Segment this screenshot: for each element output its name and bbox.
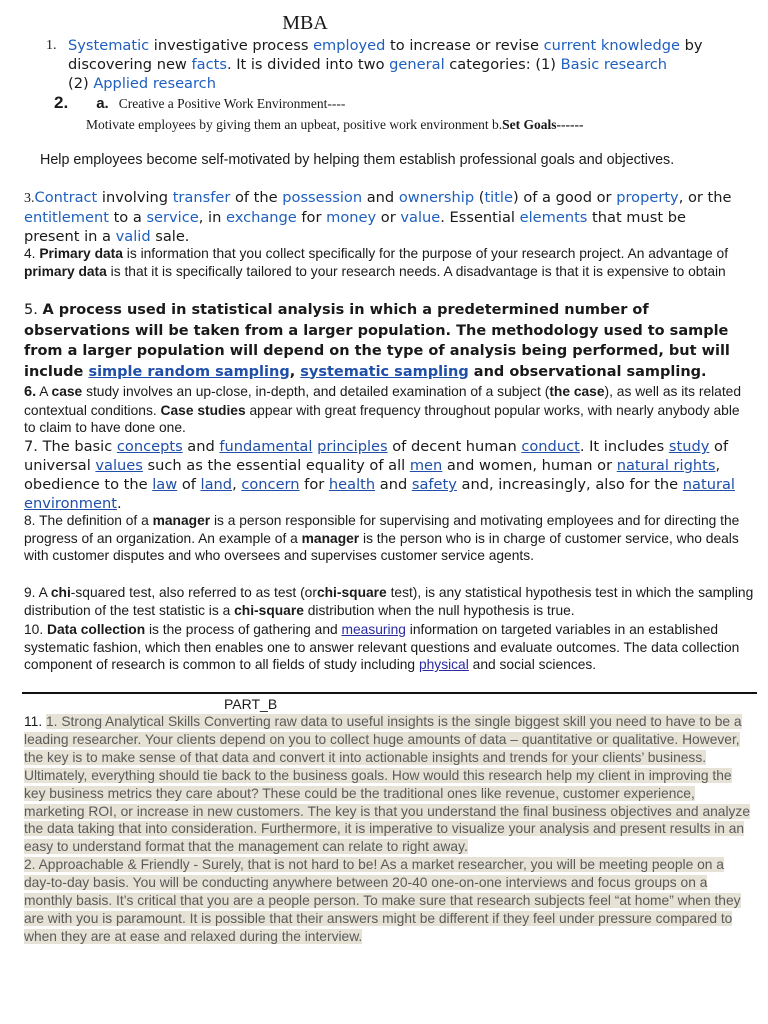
term-link[interactable]: valid bbox=[115, 228, 151, 245]
term-link[interactable]: men bbox=[409, 457, 443, 474]
answer-number: 2. bbox=[54, 93, 69, 112]
answer-text: , bbox=[289, 363, 301, 380]
answer-text: test), is any statistical hypothesis test in which the sampling distribution of the test statistic is a bbox=[24, 585, 754, 618]
key-term: chi-square bbox=[234, 602, 304, 618]
term-link[interactable]: law bbox=[152, 476, 178, 493]
answer-3 bbox=[24, 188, 744, 246]
answer-text: ( bbox=[474, 189, 485, 206]
answer-text: involving bbox=[97, 189, 173, 206]
term-link[interactable]: physical bbox=[418, 657, 469, 672]
term-link[interactable]: entitlement bbox=[24, 209, 109, 226]
answer-text: and bbox=[362, 189, 399, 206]
answer-text: categories: (1) bbox=[444, 56, 561, 73]
term-link[interactable]: elements bbox=[519, 209, 588, 226]
answer-4 bbox=[24, 245, 754, 280]
answer-text: A process used in statistical analysis in which a predetermined number of observations will be taken from a larger population. The methodology used to sample from a larger population will depend on the type of analysis being performed, but will include bbox=[24, 302, 730, 380]
term-link[interactable]: facts bbox=[191, 56, 227, 73]
answer-text: and bbox=[375, 476, 412, 493]
answer-number: 6. bbox=[24, 384, 37, 400]
answer-number: 4. bbox=[24, 246, 40, 261]
answer-text: (2) bbox=[68, 75, 94, 92]
key-term: Case studies bbox=[160, 402, 246, 418]
highlighted-paragraph: 2. Approachable & Friendly - Surely, that is not hard to be! As a market researcher, you will be meeting people on a day-to-day basis. You will be conducting anywhere between 20-40 one-on-one interviews and focus groups on a monthly basis. It’s critical that you are a people person. To make sure that research subjects feel “at home” when they are with you is paramount. It is possible that their answers might be different if they feel under pressure compared to when they are at ease and relaxed during the interview. bbox=[24, 857, 741, 944]
part-b-heading: PART_B bbox=[224, 696, 278, 712]
term-link[interactable]: systematic sampling bbox=[300, 363, 469, 380]
answer-number: 1. bbox=[46, 38, 57, 53]
term-link[interactable]: Applied research bbox=[93, 75, 216, 92]
term-link[interactable]: transfer bbox=[172, 189, 231, 206]
sub-title: Creative a Positive Work Environment---- bbox=[118, 96, 346, 111]
answer-11 bbox=[24, 713, 754, 946]
answer-6 bbox=[24, 383, 754, 437]
answer-text: . Essential bbox=[440, 209, 520, 226]
term-link[interactable]: current knowledge bbox=[543, 37, 681, 54]
answer-text: by discovering new bbox=[68, 37, 703, 73]
answer-text: is information that you collect specifically for the purpose of your research project. An advantage of bbox=[122, 246, 729, 261]
term-link[interactable]: money bbox=[326, 209, 377, 226]
answer-text: of the bbox=[230, 189, 283, 206]
answer-text: . It includes bbox=[579, 438, 669, 455]
term-link[interactable]: service bbox=[146, 209, 199, 226]
answer-text: Motivate employees by giving them an upbeat, positive work environment b. bbox=[86, 117, 503, 132]
section-divider bbox=[22, 692, 757, 694]
term-link[interactable]: measuring bbox=[341, 622, 406, 637]
term-link[interactable]: Systematic bbox=[68, 37, 150, 54]
answer-number: 10. bbox=[24, 622, 48, 637]
term-link[interactable]: concepts bbox=[116, 438, 183, 455]
answer-2-goals-text: Help employees become self-motivated by helping them establish professional goals and objectives. bbox=[40, 152, 675, 168]
answer-number: 5. bbox=[24, 302, 43, 318]
term-link[interactable]: title bbox=[484, 189, 513, 206]
answer-text: and bbox=[182, 438, 220, 455]
answer-number: 11. bbox=[24, 714, 46, 729]
answer-text: information on targeted variables in an established systematic fashion, which then enables one to answer relevant questions and evaluate outcomes. The data collection component of research is common to all fields of study including bbox=[24, 622, 740, 672]
answer-text: or bbox=[376, 209, 401, 226]
term-link[interactable]: land bbox=[200, 476, 233, 493]
answer-text: to increase or revise bbox=[385, 37, 544, 54]
key-term: manager bbox=[152, 513, 211, 528]
answer-text: . It is divided into two bbox=[226, 56, 390, 73]
term-link[interactable]: value bbox=[400, 209, 441, 226]
answer-text: for bbox=[296, 209, 327, 226]
answer-text: of bbox=[177, 476, 201, 493]
highlighted-paragraph: 1. Strong Analytical Skills Converting raw data to useful insights is the single biggest skill you need to have to be a leading researcher. Your clients depend on you to collect huge amounts of data – quantitative or qualitative. However, the key is to make sense of that data and convert it into actionable insights and trends for your clients’ business. Ultimately, everything should tie back to the business goals. How would this research help my client in improving the key business metrics they care about? These could be the traditional ones like revenue, customer experience, marketing ROI, or increase in new customers. The key is that you understand the final business objectives and analyze the data taking that into consideration. Furthermore, it is imperative to visualize your analysis and present results in an easy to understand format that the management can relate to right away. bbox=[24, 714, 750, 855]
term-link[interactable]: ownership bbox=[398, 189, 475, 206]
answer-text: appear with great frequency throughout popular works, with nearly anybody able to claim to have done one. bbox=[24, 402, 740, 435]
answer-text: 8. The definition of a bbox=[24, 513, 153, 528]
term-link[interactable]: Contract bbox=[34, 189, 98, 206]
answer-text: ), as well as its related contextual conditions. bbox=[24, 384, 742, 418]
key-term: primary data bbox=[24, 263, 107, 279]
answer-number: 3. bbox=[24, 191, 35, 206]
term-link[interactable]: health bbox=[328, 476, 376, 493]
document-title: MBA bbox=[282, 12, 328, 34]
sub-label: a. bbox=[96, 95, 109, 112]
key-term: manager bbox=[301, 530, 360, 546]
answer-7 bbox=[24, 437, 759, 513]
answer-text: . bbox=[116, 495, 122, 512]
answer-text: of decent human bbox=[387, 438, 522, 455]
answer-text: , or the bbox=[678, 189, 732, 206]
sub-title: Set Goals------ bbox=[502, 117, 584, 132]
answer-text: to a bbox=[108, 209, 147, 226]
answer-text: and, increasingly, also for the bbox=[456, 476, 683, 493]
key-term: case bbox=[51, 384, 83, 399]
answer-text: 7. The basic bbox=[24, 438, 117, 455]
answer-8 bbox=[24, 512, 754, 565]
answer-text: , bbox=[232, 476, 242, 493]
answer-text: that must be present in a bbox=[24, 209, 686, 245]
answer-text: such as the essential equality of all bbox=[142, 457, 410, 474]
term-link[interactable]: safety bbox=[411, 476, 457, 493]
key-term: Primary data bbox=[39, 246, 123, 261]
key-term: chi-square bbox=[316, 585, 387, 600]
answer-text: distribution when the null hypothesis is true. bbox=[303, 602, 575, 618]
answer-text: and women, human or bbox=[442, 457, 617, 474]
answer-2-heading bbox=[54, 93, 345, 113]
term-link[interactable]: employed bbox=[313, 37, 386, 54]
answer-text: is a person responsible for supervising and motivating employees and for directing the progress of an organization. An example of a bbox=[24, 513, 740, 546]
term-link[interactable]: fundamental bbox=[219, 438, 313, 455]
answer-text: investigative process bbox=[149, 37, 314, 54]
term-link[interactable]: principles bbox=[317, 438, 388, 455]
term-link[interactable]: possession bbox=[282, 189, 363, 206]
answer-10 bbox=[24, 621, 754, 674]
answer-1 bbox=[46, 36, 746, 93]
term-link[interactable]: simple random sampling bbox=[88, 363, 290, 380]
term-link[interactable]: property bbox=[616, 189, 679, 206]
term-link[interactable]: concern bbox=[241, 476, 300, 493]
answer-text: , obedience to the bbox=[24, 457, 721, 493]
answer-text: is the process of gathering and bbox=[145, 622, 342, 637]
answer-text: 9. A bbox=[24, 585, 51, 600]
answer-text: ) of a good or bbox=[512, 189, 617, 206]
answer-text: for bbox=[299, 476, 329, 493]
key-term: chi bbox=[50, 585, 71, 600]
answer-text: and observational sampling. bbox=[468, 363, 707, 380]
term-link[interactable]: values bbox=[95, 457, 143, 474]
answer-text: is the person who is in charge of customer service, who deals with customer disputes and who oversees and supervises customer service agents. bbox=[24, 530, 739, 563]
answer-text: and social sciences. bbox=[468, 657, 597, 672]
term-link[interactable]: study bbox=[668, 438, 710, 455]
term-link[interactable]: natural environment bbox=[24, 476, 735, 512]
answer-9 bbox=[24, 584, 754, 619]
answer-text: , in bbox=[198, 209, 226, 226]
key-term: Data collection bbox=[47, 622, 146, 637]
term-link[interactable]: Basic research bbox=[560, 56, 668, 73]
term-link[interactable]: exchange bbox=[225, 209, 297, 226]
answer-5 bbox=[24, 300, 759, 382]
answer-text: of universal bbox=[24, 438, 729, 474]
term-link[interactable]: general bbox=[389, 56, 445, 73]
answer-text: is that it is specifically tailored to your research needs. A disadvantage is that it is expensive to obtain bbox=[106, 263, 726, 279]
answer-text: -squared test, also referred to as test (or bbox=[70, 585, 317, 600]
answer-text: study involves an up-close, in-depth, and detailed examination of a subject ( bbox=[82, 384, 550, 399]
term-link[interactable]: conduct bbox=[521, 438, 580, 455]
key-term: the case bbox=[549, 384, 605, 399]
answer-2-body bbox=[86, 117, 766, 133]
answer-text: A bbox=[36, 384, 52, 399]
answer-text: sale. bbox=[150, 228, 190, 245]
term-link[interactable]: natural rights bbox=[616, 457, 716, 474]
